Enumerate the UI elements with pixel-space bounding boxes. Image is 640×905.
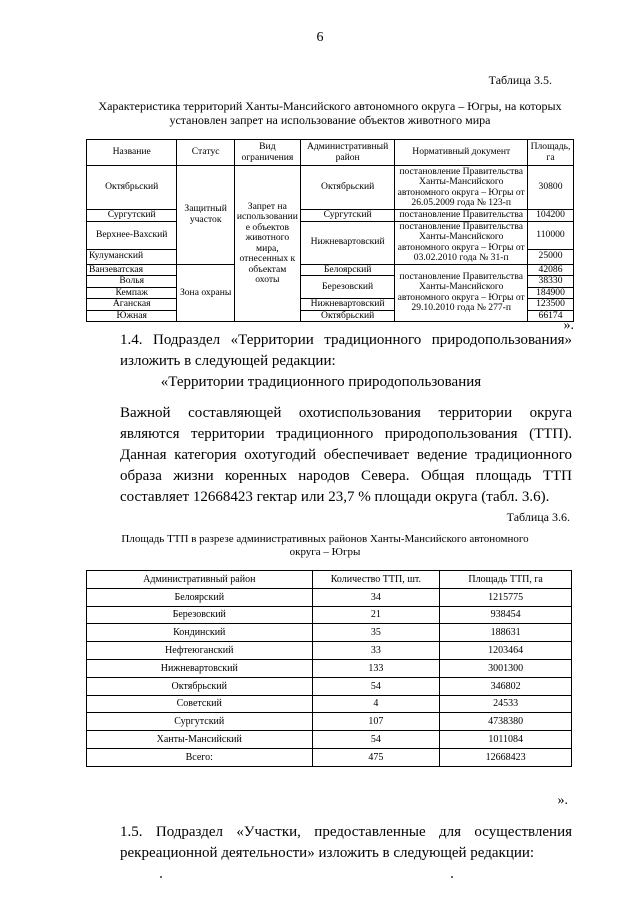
- closing-quote: ».: [563, 318, 574, 333]
- table-3-5-area: 42086: [528, 264, 574, 276]
- table-3-6-cell: 346802: [440, 677, 572, 695]
- section-heading-ttp: «Территории традиционного природопользования: [160, 374, 482, 390]
- table-3-6-cell: 33: [312, 642, 440, 660]
- table-3-5-name: Кулуманский: [87, 249, 177, 264]
- paragraph-ttp: [70, 403, 572, 508]
- table-3-6-cell: Березовский: [87, 606, 313, 624]
- table-3-6-cell: 3001300: [440, 659, 572, 677]
- table-3-6-cell: Белоярский: [87, 588, 313, 606]
- table-3-6-header: Количество ТТП, шт.: [312, 571, 440, 589]
- table-3-6-cell: 475: [312, 748, 440, 766]
- table-3-6-cell: Нефтеюганский: [87, 642, 313, 660]
- table-3-5-area: 123500: [528, 299, 574, 311]
- table-3-5-name: Сургутский: [87, 210, 177, 222]
- table-3-5-name: Волья: [87, 276, 177, 288]
- table-3-5-area: 104200: [528, 210, 574, 222]
- table-3-6-title: Площадь ТТП в разрезе административных районов Ханты-Мансийского автономного округа – Югры: [121, 533, 529, 558]
- table-3-6-row: [87, 642, 572, 660]
- table-3-6-row: [87, 606, 572, 624]
- table-3-6-cell: 21: [312, 606, 440, 624]
- table-3-6-row: [87, 731, 572, 749]
- table-3-5-district: Нижневартовский: [300, 299, 395, 311]
- table-3-5-area: 25000: [528, 249, 574, 264]
- table-3-5-doc: постановление Правительства: [395, 210, 528, 222]
- table-3-6-cell: 938454: [440, 606, 572, 624]
- table-3-6-cell: Всего:: [87, 748, 313, 766]
- table-3-5-district: Октябрьский: [300, 166, 395, 210]
- table-3-6-cell: 107: [312, 713, 440, 731]
- table-3-6-cell: 1011084: [440, 731, 572, 749]
- table-3-5-status: Защитный участок: [177, 166, 234, 265]
- table-3-6-cell: 4: [312, 695, 440, 713]
- table-3-6-cell: 4738380: [440, 713, 572, 731]
- table-3-5-doc: постановление Правительства Ханты-Мансийского автономного округа – Югры от 26.05.2009 года № 123-п: [395, 166, 528, 210]
- table-3-6-row: [87, 713, 572, 731]
- table-3-6-header: Площадь ТТП, га: [440, 571, 572, 589]
- table-3-5-district: Нижневартовский: [300, 221, 395, 264]
- paragraph-1-5: [70, 822, 572, 864]
- table-3-5-header: Вид ограничения: [234, 140, 300, 166]
- table-3-6-cell: 12668423: [440, 748, 572, 766]
- table-3-5-area: 110000: [528, 221, 574, 249]
- table-3-6-row: [87, 588, 572, 606]
- table-3-6-cell: Нижневартовский: [87, 659, 313, 677]
- table-3-6-row: [87, 624, 572, 642]
- table-3-5-header: Нормативный документ: [395, 140, 528, 166]
- table-3-5-area: 30800: [528, 166, 574, 210]
- table-3-6-cell: Сургутский: [87, 713, 313, 731]
- table-3-5-label: Таблица 3.5.: [488, 73, 552, 87]
- table-3-5-name: Верхнее-Вахский: [87, 221, 177, 249]
- table-3-5-area: 38330: [528, 276, 574, 288]
- table-3-5-area: 184900: [528, 287, 574, 299]
- scan-dot: [451, 876, 453, 878]
- table-3-6-cell: Советский: [87, 695, 313, 713]
- table-3-5-name: Южная: [87, 310, 177, 322]
- closing-quote: ».: [557, 793, 568, 808]
- table-3-6-row: [87, 748, 572, 766]
- table-3-5-title: Характеристика территорий Ханты-Мансийского автономного округа – Югры, на которых установлен запрет на использование объектов животного мира: [98, 99, 562, 127]
- table-3-6-cell: 133: [312, 659, 440, 677]
- table-3-6-cell: 54: [312, 731, 440, 749]
- table-3-5-header: Площадь, га: [528, 140, 574, 166]
- table-3-5-district: Березовский: [300, 276, 395, 299]
- table-3-6-row: [87, 677, 572, 695]
- table-3-6-header: Административный район: [87, 571, 313, 589]
- table-3-5-district: Сургутский: [300, 210, 395, 222]
- table-3-5-area: 66174: [528, 310, 574, 322]
- table-3-6-cell: 35: [312, 624, 440, 642]
- table-3-5-header: Административный район: [300, 140, 395, 166]
- table-3-6-row: [87, 659, 572, 677]
- table-3-5: [86, 139, 574, 322]
- paragraph-1-4: [70, 330, 572, 372]
- table-3-6-label: Таблица 3.6.: [506, 510, 570, 524]
- table-3-6-cell: 188631: [440, 624, 572, 642]
- table-3-6-cell: 34: [312, 588, 440, 606]
- paragraph-1-4-text: 1.4. Подраздел «Территории традиционного природопользования» изложить в следующей редакции:: [120, 332, 572, 369]
- table-3-5-doc: постановление Правительства Ханты-Мансийского автономного округа – Югры от 29.10.2010 года № 277-п: [395, 264, 528, 322]
- table-3-6-cell: Октябрьский: [87, 677, 313, 695]
- page-number: 6: [316, 30, 324, 45]
- paragraph-ttp-text: Важной составляющей охотиспользования территории округа являются территории традиционного природопользования (ТТП). Данная категория охотугодий обеспечивает ведение традиционного образа жизни коренных народов Севера. Общая площадь ТТП составляет 12668423 гектар или 23,7 % площади округа (табл. 3.6).: [120, 405, 572, 505]
- table-3-5-name: Ванзеватская: [87, 264, 177, 276]
- scan-dot: [160, 876, 162, 878]
- table-3-5-header: Название: [87, 140, 177, 166]
- paragraph-1-5-text: 1.5. Подраздел «Участки, предоставленные для осуществления рекреационной деятельности» изложить в следующей редакции:: [120, 824, 572, 861]
- table-3-5-header: Статус: [177, 140, 234, 166]
- table-3-6-cell: 24533: [440, 695, 572, 713]
- table-3-5-name: Кемпаж: [87, 287, 177, 299]
- table-3-5-district: Белоярский: [300, 264, 395, 276]
- table-3-6-cell: Ханты-Мансийский: [87, 731, 313, 749]
- table-3-6-cell: 54: [312, 677, 440, 695]
- table-3-5-name: Октябрьский: [87, 166, 177, 210]
- table-3-5-restriction: Запрет на использовании е объектов животного мира, отнесенных к объектам охоты: [234, 166, 300, 322]
- table-3-6-cell: Кондинский: [87, 624, 313, 642]
- table-3-6-cell: 1215775: [440, 588, 572, 606]
- table-3-5-doc: постановление Правительства Ханты-Мансийского автономного округа – Югры от 03.02.2010 года № 31-п: [395, 221, 528, 264]
- table-3-6-row: [87, 695, 572, 713]
- table-3-5-status: Зона охраны: [177, 264, 234, 322]
- table-3-5-name: Аганская: [87, 299, 177, 311]
- table-3-6: [86, 570, 572, 767]
- table-3-5-district: Октябрьский: [300, 310, 395, 322]
- table-3-6-cell: 1203464: [440, 642, 572, 660]
